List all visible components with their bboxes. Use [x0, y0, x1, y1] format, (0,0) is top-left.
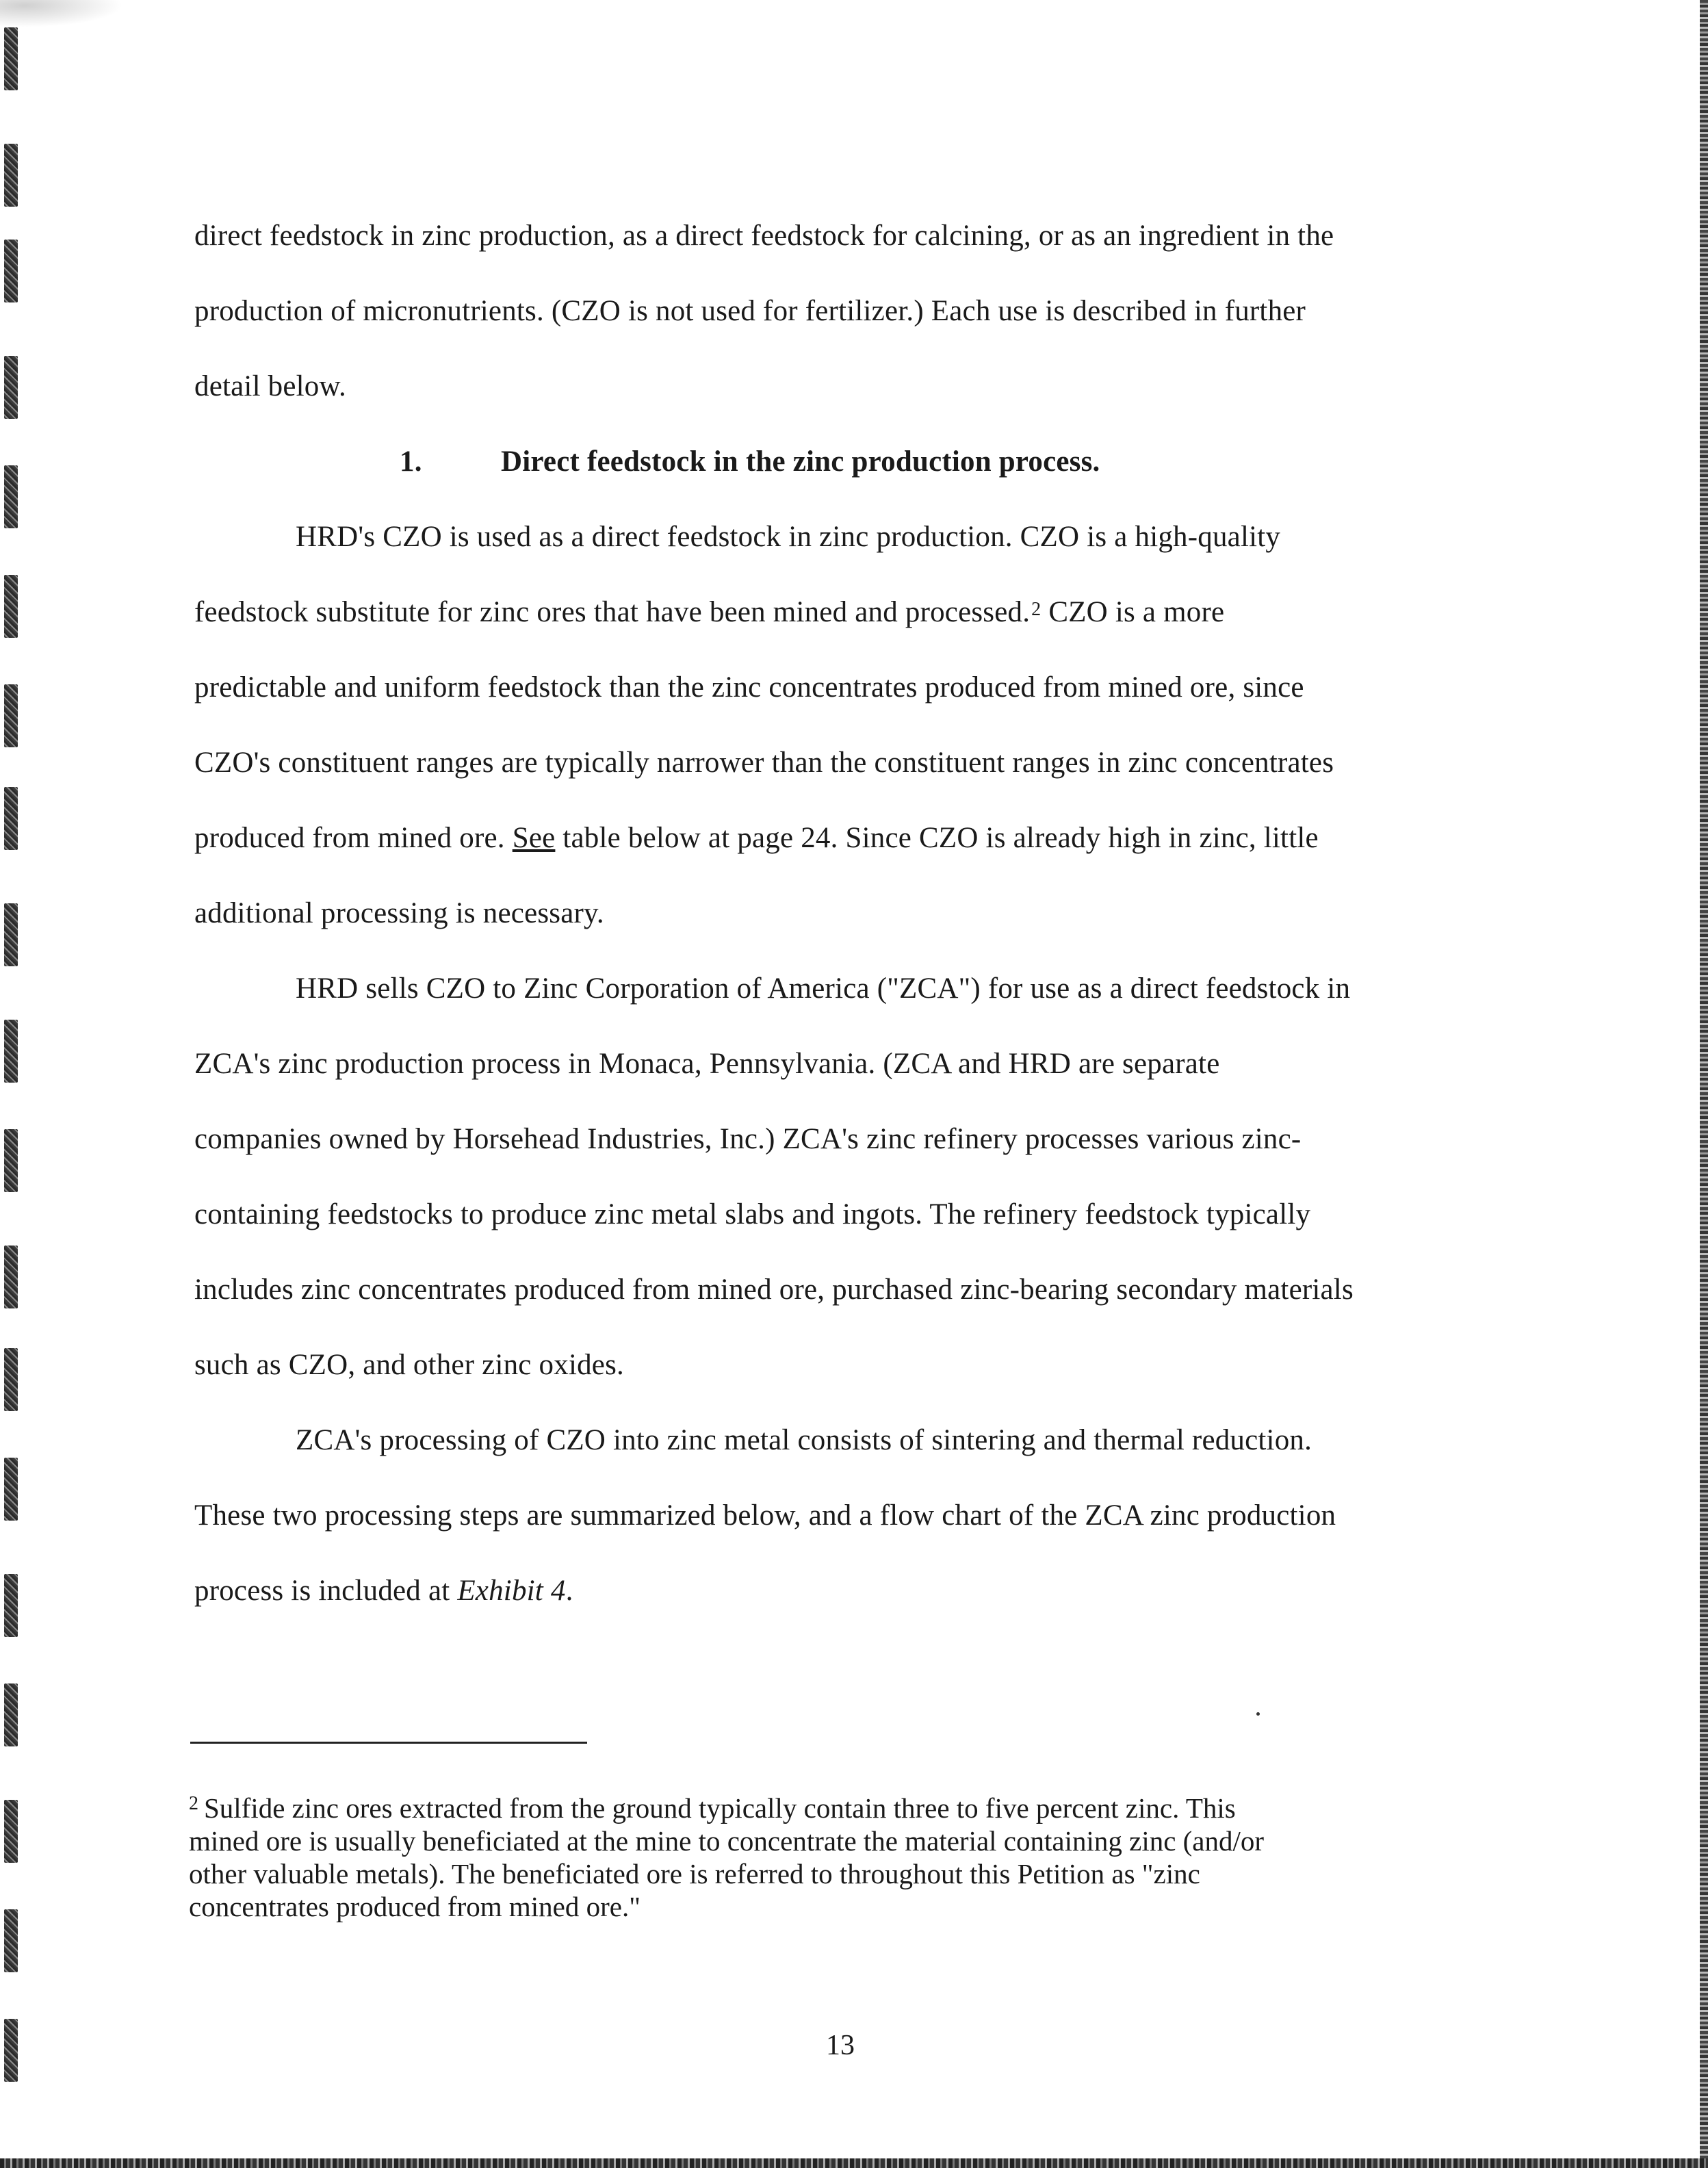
section-heading: [194, 424, 1481, 500]
body-text: [194, 198, 1481, 1629]
text-run: table below at page 24. Since CZO is already high in zinc, little: [555, 822, 1319, 854]
paragraph-line: HRD sells CZO to Zinc Corporation of America ("ZCA") for use as a direct feedstock in: [296, 972, 1351, 1005]
binding-mark: [4, 1129, 18, 1192]
footnote-line: other valuable metals). The beneficiated ore is referred to throughout this Petition as "zinc: [189, 1858, 1200, 1889]
paragraph-line: These two processing steps are summarized below, and a flow chart of the ZCA zinc production: [194, 1499, 1336, 1532]
paragraph-line: [194, 575, 1481, 650]
binding-mark: [4, 144, 18, 207]
paragraph-line: includes zinc concentrates produced from mined ore, purchased zinc-bearing secondary materials: [194, 1274, 1354, 1306]
binding-mark: [4, 1246, 18, 1308]
binding-mark: [4, 2019, 18, 2082]
text-run: Sulfide zinc ores extracted from the ground typically contain three to five percent zinc. This: [204, 1792, 1236, 1824]
section-number: 1.: [400, 446, 422, 478]
footnote-line: mined ore is usually beneficiated at the mine to concentrate the material containing zinc (and/or: [189, 1825, 1265, 1857]
text-run: .: [565, 1575, 573, 1607]
binding-mark: [4, 1800, 18, 1863]
binding-mark: [4, 356, 18, 419]
footnote: [189, 1792, 1489, 1923]
paragraph-line: direct feedstock in zinc production, as a direct feedstock for calcining, or as an ingredient in the: [194, 220, 1334, 252]
paragraph-line: [194, 1553, 1481, 1629]
paragraph-line: CZO's constituent ranges are typically narrower than the constituent ranges in zinc concentrates: [194, 747, 1334, 779]
paragraph-line: production of micronutrients. (CZO is not used for fertilizer.) Each use is described in further: [194, 295, 1306, 327]
binding-mark: [4, 1683, 18, 1746]
scan-speck: [1256, 1712, 1260, 1716]
footnote-separator: [190, 1742, 587, 1744]
paragraph-line: detail below.: [194, 370, 346, 402]
section-title: Direct feedstock in the zinc production process.: [501, 446, 1100, 478]
binding-mark: [4, 240, 18, 302]
paragraph-line: [194, 801, 1481, 876]
paragraph-line: such as CZO, and other zinc oxides.: [194, 1349, 624, 1381]
paragraph-line: ZCA's processing of CZO into zinc metal consists of sintering and thermal reduction.: [296, 1424, 1312, 1456]
paragraph-line: containing feedstocks to produce zinc metal slabs and ingots. The refinery feedstock typically: [194, 1198, 1311, 1230]
text-run: process is included at: [194, 1575, 458, 1607]
binding-mark: [4, 465, 18, 528]
binding-mark: [4, 1348, 18, 1411]
footnote-reference[interactable]: 2: [1031, 599, 1041, 620]
paragraph-line: predictable and uniform feedstock than the zinc concentrates produced from mined ore, since: [194, 671, 1304, 704]
binding-mark: [4, 27, 18, 90]
paragraph-line: HRD's CZO is used as a direct feedstock in zinc production. CZO is a high-quality: [296, 521, 1281, 553]
scan-binding-edge: [0, 0, 25, 2168]
binding-mark: [4, 903, 18, 966]
text-run: produced from mined ore.: [194, 822, 513, 854]
binding-mark: [4, 684, 18, 747]
see-signal: See: [512, 822, 556, 854]
paragraph-line: ZCA's zinc production process in Monaca, Pennsylvania. (ZCA and HRD are separate: [194, 1048, 1220, 1080]
binding-mark: [4, 1020, 18, 1083]
binding-mark: [4, 1574, 18, 1637]
binding-mark: [4, 575, 18, 638]
scan-right-edge: [1700, 0, 1708, 2168]
footnote-line: [189, 1792, 1489, 1824]
scan-bottom-edge: [0, 2158, 1708, 2168]
text-run: CZO is a more: [1041, 596, 1225, 628]
paragraph-line: additional processing is necessary.: [194, 897, 604, 929]
binding-mark: [4, 787, 18, 850]
page-number: 13: [826, 2030, 855, 2061]
footnote-marker: 2: [189, 1793, 198, 1814]
footnote-line: concentrates produced from mined ore.": [189, 1891, 640, 1922]
text-run: feedstock substitute for zinc ores that have been mined and processed.: [194, 596, 1031, 628]
binding-mark: [4, 1909, 18, 1972]
paragraph-line: companies owned by Horsehead Industries, Inc.) ZCA's zinc refinery processes various zinc-: [194, 1123, 1302, 1155]
binding-mark: [4, 1458, 18, 1521]
exhibit-reference: Exhibit 4: [457, 1575, 566, 1607]
